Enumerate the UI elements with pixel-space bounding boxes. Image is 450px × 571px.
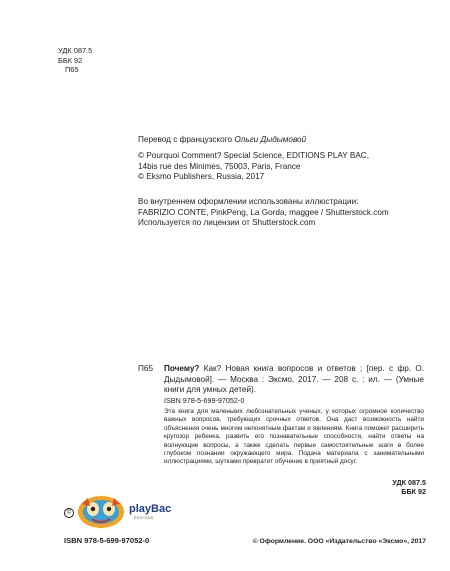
copyright-line-2: 14bis rue des Minimes, 75003, Paris, France	[138, 161, 301, 171]
copyright-line-3: © Eksmo Publishers, Russia, 2017	[138, 172, 265, 182]
illustration-line-3: Используется по лицензии от Shutterstock.com	[138, 218, 316, 228]
bib-details: Как? Новая книга вопросов и ответов ; [пер. с фр. О. Дыдымовой]. — Москва : Эксмо, 2017. — 208 с. : ил. — (Умные книги для умных детей).	[164, 364, 424, 395]
publisher-logo	[64, 494, 174, 528]
copyright-original	[138, 151, 418, 183]
translation-prefix: Перевод с французского	[138, 135, 235, 144]
publisher-brand-sub: ÉDITIONS	[134, 516, 154, 520]
udk-code-right: УДК 087.5	[392, 478, 426, 487]
bib-code: П65	[138, 364, 153, 373]
translator-name: Ольги Дыдымовой	[234, 135, 307, 144]
publisher-brand: playBac	[129, 503, 172, 515]
copyright-circle-icon: ©	[64, 508, 74, 518]
author-mark: П65	[65, 65, 79, 75]
copyright-line-1: © Pourquoi Comment? Special Science, EDITIONS PLAY BAC,	[138, 151, 369, 160]
translation-credit	[138, 135, 418, 146]
isbn-small: ISBN 978-5-699-97052-0	[164, 396, 245, 405]
bbk-code: ББК 92	[58, 55, 83, 65]
illustration-line-2: FABRIZIO CONTE, PinkPeng, La Gorda, maggee / Shutterstock.com	[138, 207, 389, 217]
udk-code: УДК 087.5	[58, 46, 93, 55]
isbn-bottom: ISBN 978-5-699-97052-0	[64, 536, 150, 545]
annotation: Эта книга для маленьких любознательных ученых, у которых огромное количество важных вопросов, требующих срочных ответов. Она даст возможность найти объяснения очень многим непонятным фактам и явлениям. Книга поможет расширить кругозор ребенка, развить его познавательные способности, найти ответы на волнующие вопросы, а также сделать первые самостоятельные шаги в более глубоком познании окружающего мира. Подача материала с занимательными иллюстрациями, шутками превратит обучение в приятный досуг.	[164, 408, 424, 466]
bib-title: Почему?	[164, 364, 200, 373]
bib-text	[164, 364, 424, 396]
illustration-line-1: Во внутреннем оформлении использованы иллюстрации:	[138, 197, 359, 206]
mascot-logo-icon	[76, 494, 126, 530]
bbk-code-right: ББК 92	[401, 487, 426, 497]
classification-codes	[58, 46, 92, 75]
illustration-credits	[138, 197, 418, 229]
classification-codes-right	[392, 478, 426, 497]
design-copyright: © Оформление. ООО «Издательство «Эксмо», 2017	[252, 538, 426, 545]
